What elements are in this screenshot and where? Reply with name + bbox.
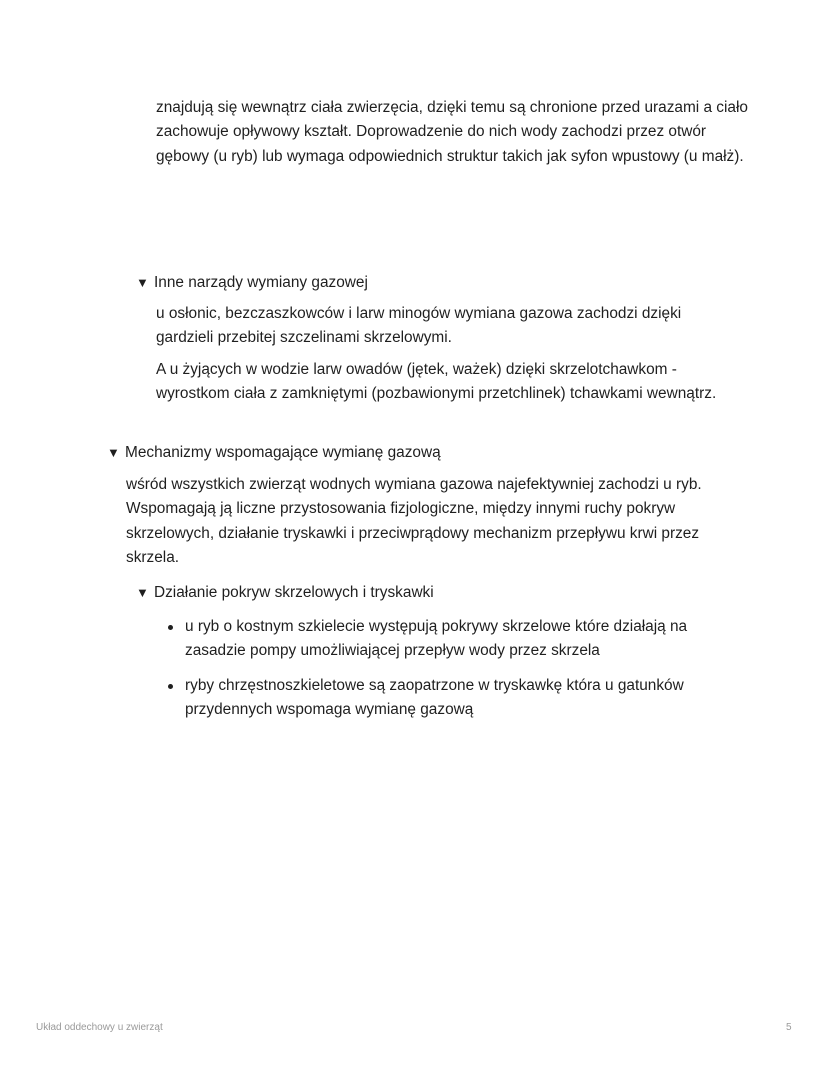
toggle-triangle-icon: ▼ xyxy=(107,445,120,460)
bullet-dot xyxy=(168,625,173,630)
section-title-other-organs: Inne narządy wymiany gazowej xyxy=(154,274,368,291)
toggle-triangle-icon: ▼ xyxy=(136,275,149,290)
bullet-dot xyxy=(168,684,173,689)
toggle-other-organs[interactable] xyxy=(136,271,368,295)
list-item: u ryb o kostnym szkielecie występują pokrywy skrzelowe które działają na zasadzie pompy umożliwiającej przepływ wody przez skrzela xyxy=(185,618,688,660)
mechanisms-paragraph: wśród wszystkich zwierząt wodnych wymiana gazowa najefektywniej zachodzi u ryb. Wspomagają ją liczne przystosowania fizjologiczne, między innymi ruchy pokryw skrzelowych, działanie tryskawki i przeciwprądowy mechanizm przepływu krwi przez skrzela. xyxy=(126,476,702,566)
toggle-mechanisms[interactable] xyxy=(107,441,441,465)
footer-page-number: 5 xyxy=(786,1022,792,1033)
list-item: ryby chrzęstnoszkieletowe są zaopatrzone w tryskawkę która u gatunków przydennych wspomaga wymianę gazową xyxy=(185,677,684,719)
other-organs-paragraph-1: u osłonic, bezczaszkowców i larw minogów wymiana gazowa zachodzi dzięki gardzieli przebitej szczelinami skrzelowymi. xyxy=(156,305,682,347)
footer-title: Układ oddechowy u zwierząt xyxy=(36,1022,163,1033)
section-title-mechanisms: Mechanizmy wspomagające wymianę gazową xyxy=(125,444,441,461)
toggle-triangle-icon: ▼ xyxy=(136,585,149,600)
other-organs-paragraph-2: A u żyjących w wodzie larw owadów (jętek, ważek) dzięki skrzelotchawkom - wyrostkom ciała z zamkniętymi (pozbawionymi przetchlinek) tchawkami wewnątrz. xyxy=(156,361,717,403)
section-title-gill-covers: Działanie pokryw skrzelowych i tryskawki xyxy=(154,584,434,601)
toggle-gill-covers[interactable] xyxy=(136,581,434,605)
intro-paragraph: znajdują się wewnątrz ciała zwierzęcia, dzięki temu są chronione przed urazami a ciało zachowuje opływowy kształt. Doprowadzenie do nich wody zachodzi przez otwór gębowy (u ryb) lub wymaga odpowiednich struktur takich jak syfon wpustowy (u małż). xyxy=(156,99,748,165)
